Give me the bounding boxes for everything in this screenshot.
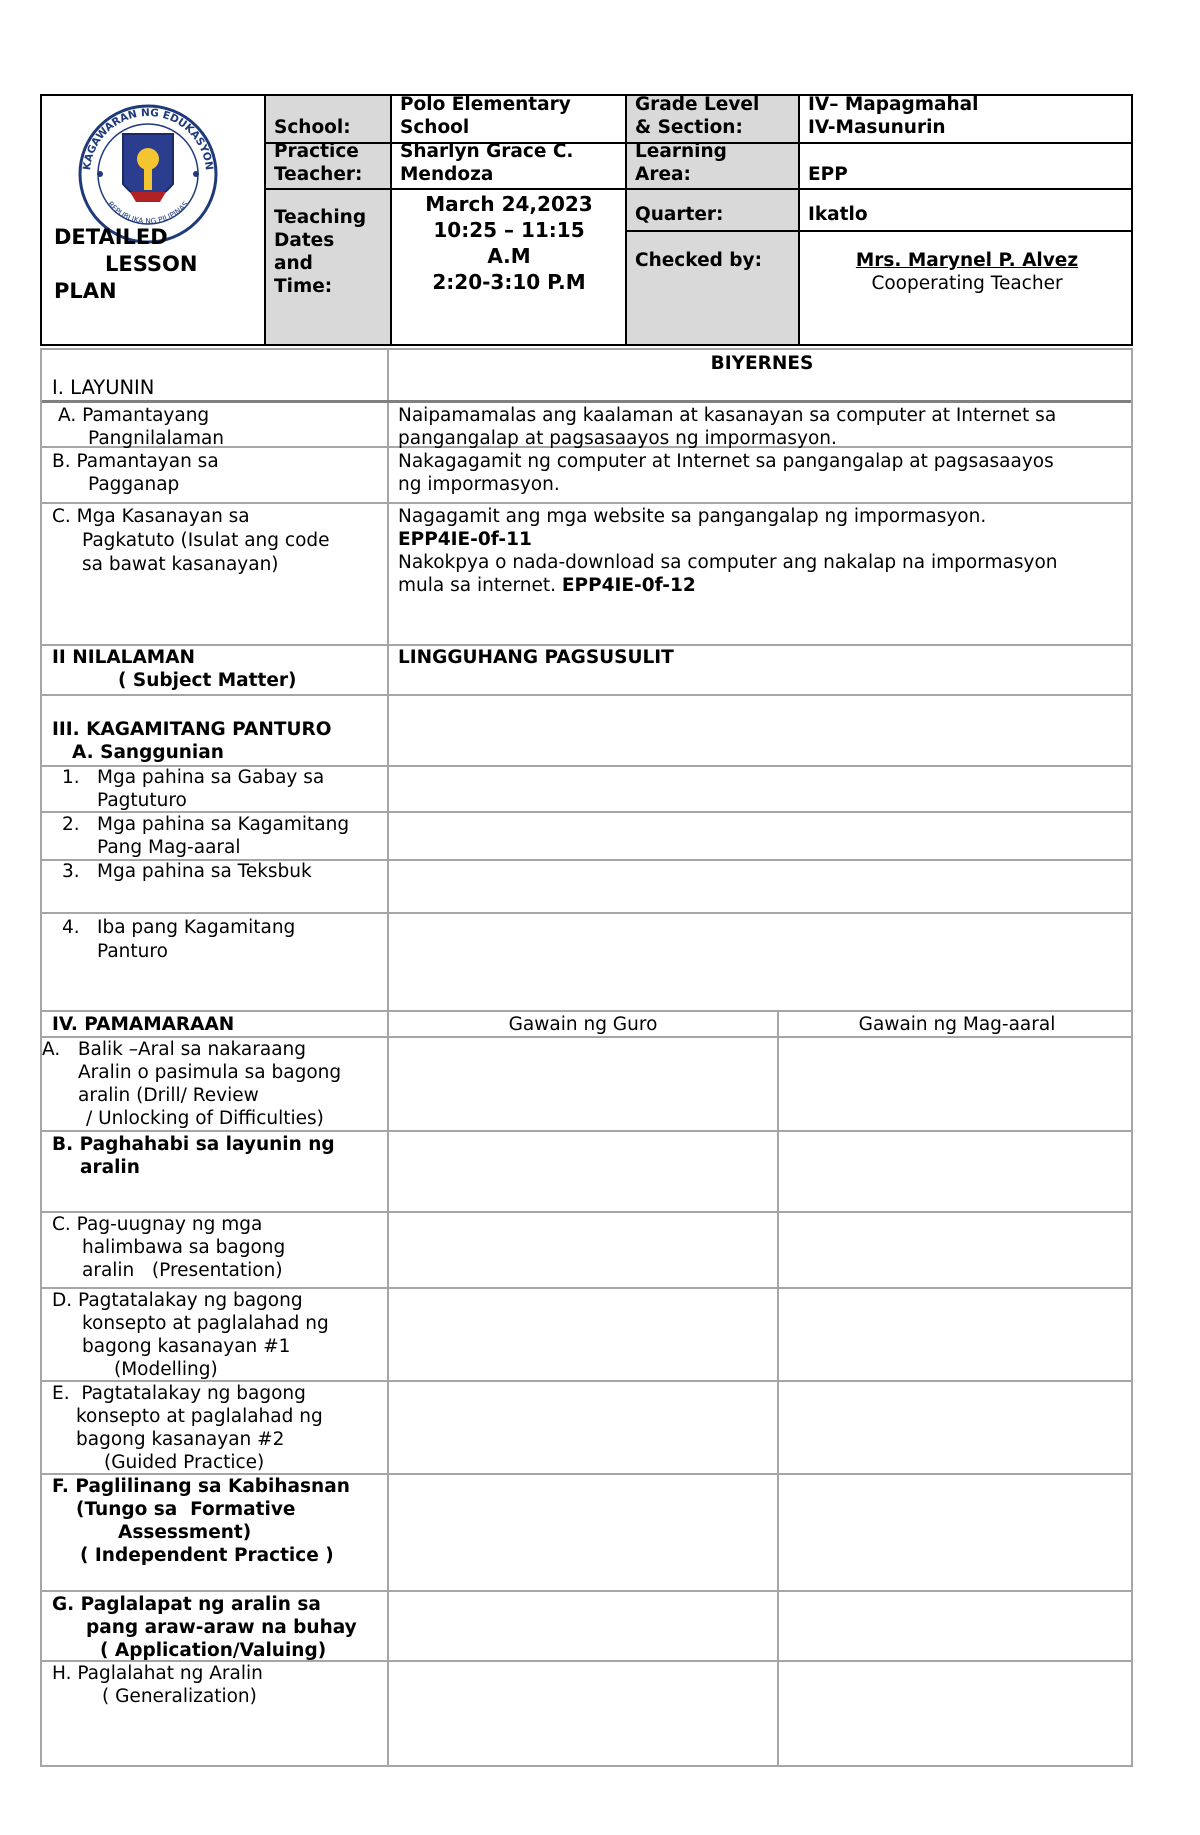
step-g-paglalapat — [52, 1593, 386, 1661]
step-line: B. Paghahabi sa layunin ng — [52, 1134, 335, 1155]
label-line: sa bawat kasanayan) — [82, 554, 279, 575]
divider — [42, 502, 1131, 504]
layunin-heading: I. LAYUNIN — [52, 376, 155, 399]
seal-text-bottom: REPUBLIKA NG PILIPINAS — [105, 199, 191, 226]
sanggunian-item-3 — [62, 860, 386, 906]
item-number: 3. — [62, 861, 80, 882]
dates-value-line-4: 2:20-3:10 P.M — [432, 270, 586, 294]
school-value — [394, 93, 624, 141]
step-line: konsepto at paglalahad ng — [76, 1406, 323, 1427]
checker-name: Mrs. Marynel P. Alvez — [855, 250, 1079, 271]
area-label-line-1: Learning — [635, 141, 727, 162]
divider — [42, 912, 1131, 914]
checker-role: Cooperating Teacher — [871, 273, 1063, 294]
lesson-plan-table — [40, 348, 1133, 1767]
item-line: Pang Mag-aaral — [97, 837, 241, 858]
teaching-dates-label — [268, 206, 388, 306]
value-line: pangangalap at pagsasaayos ng impormasyon. — [398, 428, 837, 448]
item-line: Mga pahina sa Gabay sa — [97, 767, 325, 788]
sanggunian-item-2 — [62, 813, 386, 859]
seal-text-top: KAGAWARAN NG EDUKASYON — [81, 106, 215, 171]
label-line: Pagganap — [88, 474, 180, 495]
step-line: konsepto at paglalahad ng — [82, 1313, 329, 1334]
practice-teacher-label — [268, 140, 388, 188]
step-d-pagtatalakay-1 — [52, 1289, 386, 1381]
divider — [625, 230, 1132, 232]
label-line: ( Subject Matter) — [118, 670, 297, 691]
competency-code: EPP4IE-0f-11 — [398, 529, 532, 550]
step-b-paghahabi — [52, 1133, 386, 1211]
step-line: G. Paglalapat ng aralin sa — [52, 1594, 321, 1615]
column-gawain-ng-mag-aaral: Gawain ng Mag-aaral — [858, 1014, 1056, 1035]
label-line: A. Sanggunian — [72, 742, 224, 763]
divider — [42, 1130, 1131, 1132]
dates-label-line-2: Dates — [274, 230, 335, 251]
step-line: ( Generalization) — [102, 1686, 257, 1707]
divider — [390, 96, 392, 344]
dates-value-line-3: A.M — [487, 244, 531, 268]
step-line: (Tungo sa Formative — [76, 1499, 296, 1520]
dates-label-line-3: and — [274, 253, 313, 274]
checked-by-label: Checked by: — [635, 250, 762, 271]
step-line: D. Pagtatalakay ng bagong — [52, 1290, 303, 1311]
divider — [798, 96, 800, 344]
item-line: Pagtuturo — [97, 790, 187, 811]
grade-value-line-1: IV– Mapagmahal — [808, 94, 979, 115]
dates-value-line-1: March 24,2023 — [425, 192, 593, 216]
step-line: (Guided Practice) — [104, 1452, 265, 1473]
label-line: III. KAGAMITANG PANTURO — [52, 719, 332, 740]
step-line: bagong kasanayan #2 — [76, 1429, 285, 1450]
step-line: E. Pagtatalakay ng bagong — [52, 1383, 306, 1404]
kagamitang-panturo-label — [52, 718, 386, 766]
title-line-1: DETAILED — [54, 225, 168, 249]
learning-area-label — [629, 140, 797, 188]
item-number: 4. — [62, 917, 80, 938]
step-line: C. Pag-uugnay ng mga — [52, 1214, 263, 1235]
step-line: ( Independent Practice ) — [80, 1545, 334, 1566]
kasanayan-sa-pagkatuto-value — [398, 505, 1133, 643]
pamantayang-pangnilalaman-value — [398, 404, 1133, 448]
school-label: School: — [274, 117, 351, 138]
step-e-pagtatalakay-2 — [52, 1382, 386, 1474]
label-line: Pagkatuto (Isulat ang code — [82, 530, 330, 551]
step-line: Aralin o pasimula sa bagong — [78, 1062, 342, 1083]
deped-seal-logo — [62, 104, 222, 244]
divider — [42, 1010, 1131, 1012]
step-line: (Modelling) — [114, 1359, 218, 1380]
value-line: ng impormasyon. — [398, 474, 560, 495]
step-line: pang araw-araw na buhay — [86, 1617, 357, 1638]
grade-level-value — [802, 93, 1132, 141]
area-label-line-2: Area: — [635, 164, 691, 185]
divider — [42, 400, 1131, 403]
step-a-balik-aral — [42, 1038, 386, 1130]
teaching-dates-value — [394, 191, 624, 301]
divider — [264, 188, 1132, 190]
quarter-value: Ikatlo — [808, 204, 868, 225]
divider — [777, 1012, 779, 1765]
step-line: F. Paglilinang sa Kabihasnan — [52, 1476, 350, 1497]
nilalaman-label — [52, 646, 386, 694]
divider — [264, 96, 266, 344]
label-line: Pangnilalaman — [88, 428, 225, 448]
item-line: Iba pang Kagamitang — [97, 917, 296, 938]
pamantayang-pangnilalaman-label — [58, 404, 386, 448]
learning-area-value: EPP — [808, 164, 848, 185]
item-number: 2. — [62, 814, 80, 835]
header-table — [40, 94, 1133, 346]
title-line-3: PLAN — [54, 279, 117, 303]
step-line: A. Balik –Aral sa nakaraang — [42, 1039, 307, 1060]
dates-label-line-1: Teaching — [274, 207, 367, 228]
school-value-line-2: School — [400, 117, 470, 138]
item-line: Mga pahina sa Teksbuk — [97, 861, 312, 882]
school-value-line-1: Polo Elementary — [400, 94, 571, 115]
step-line: / Unlocking of Difficulties) — [86, 1108, 324, 1129]
practice-teacher-value — [394, 140, 624, 188]
dates-value-line-2: 10:25 – 11:15 — [433, 218, 585, 242]
item-line: Panturo — [97, 941, 168, 962]
step-line: ( Application/Valuing) — [100, 1640, 327, 1661]
checked-by-value — [802, 249, 1132, 299]
divider — [625, 96, 627, 344]
dates-label-line-4: Time: — [274, 276, 333, 297]
step-line: aralin — [80, 1157, 140, 1178]
nilalaman-value: LINGGUHANG PAGSUSULIT — [398, 647, 674, 668]
kasanayan-sa-pagkatuto-label — [52, 505, 386, 643]
step-line: halimbawa sa bagong — [82, 1237, 286, 1258]
pamantayan-sa-pagganap-value — [398, 450, 1133, 500]
label-line: B. Pamantayan sa — [52, 451, 219, 472]
sanggunian-item-1 — [62, 766, 386, 812]
document-title — [48, 224, 262, 342]
divider — [42, 694, 1131, 696]
title-line-2: LESSON — [105, 252, 198, 276]
value-line: Naipamamalas ang kaalaman at kasanayan sa computer at Internet sa — [398, 405, 1057, 426]
column-gawain-ng-guro: Gawain ng Guro — [508, 1014, 658, 1035]
item-number: 1. — [62, 767, 80, 788]
value-line: Nakagagamit ng computer at Internet sa pangangalap at pagsasaayos — [398, 451, 1054, 472]
grade-label-line-1: Grade Level — [635, 94, 760, 115]
value-line: Nakokpya o nada-download sa computer ang nakalap na impormasyon — [398, 552, 1058, 573]
step-line: bagong kasanayan #1 — [82, 1336, 291, 1357]
step-f-paglilinang — [52, 1475, 386, 1590]
grade-value-line-2: IV-Masunurin — [808, 117, 946, 138]
value-text: mula sa internet. — [398, 575, 562, 596]
label-line: A. Pamantayang — [58, 405, 210, 426]
divider — [42, 1590, 1131, 1592]
deped-seal-icon — [68, 104, 222, 244]
step-line: Assessment) — [118, 1522, 252, 1543]
pamamaraan-heading: IV. PAMAMARAAN — [52, 1014, 235, 1035]
step-line: H. Paglalahat ng Aralin — [52, 1663, 263, 1684]
day-heading: BIYERNES — [710, 353, 814, 374]
divider — [387, 350, 389, 1765]
sanggunian-item-4 — [62, 916, 386, 1006]
label-line: II NILALAMAN — [52, 647, 195, 668]
teacher-label-line-2: Teacher: — [274, 164, 363, 185]
step-line: aralin (Drill/ Review — [78, 1085, 259, 1106]
pamantayan-sa-pagganap-label — [52, 450, 386, 500]
quarter-label: Quarter: — [635, 204, 724, 225]
teacher-value-line-1: Sharlyn Grace C. — [400, 141, 574, 162]
item-line: Mga pahina sa Kagamitang — [97, 814, 350, 835]
step-c-pag-uugnay — [52, 1213, 386, 1287]
grade-label-line-2: & Section: — [635, 117, 743, 138]
value-line — [398, 574, 1133, 597]
grade-level-label — [629, 93, 797, 141]
label-line: C. Mga Kasanayan sa — [52, 506, 250, 527]
teacher-label-line-1: Practice — [274, 141, 359, 162]
competency-code: EPP4IE-0f-12 — [561, 575, 696, 596]
value-line: Nagagamit ang mga website sa pangangalap ng impormasyon. — [398, 506, 987, 527]
step-h-paglalahat — [52, 1662, 386, 1762]
teacher-value-line-2: Mendoza — [400, 164, 494, 185]
step-line: aralin (Presentation) — [82, 1260, 283, 1281]
